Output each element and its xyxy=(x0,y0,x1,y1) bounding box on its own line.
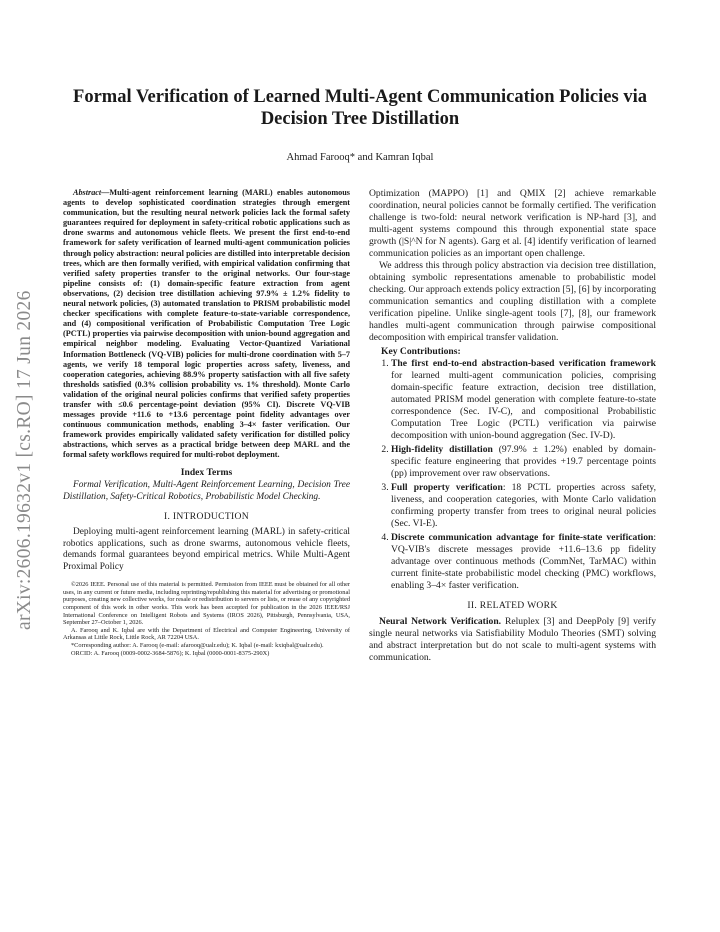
related-work-text: Reluplex [3] and DeepPoly [9] verify single neural networks via Satisfiability Modulo Theories (SMT) solving and abstract interpretation but do not scale to multi-agent systems with communication. xyxy=(369,616,656,663)
abstract-label: Abstract— xyxy=(73,188,110,197)
contribution-item xyxy=(391,444,656,480)
copyright-notice: ©2026 IEEE. Personal use of this material is permitted. Permission from IEEE must be obtained for all other uses, in any current or future media, including reprinting/republishing this material for advertising or promotional purposes, creating new collective works, for resale or redistribution to servers or lists, or reuse of any copyrighted component of this work in other works. This work has been accepted for publication in the 2026 IEEE/RSJ International Conference on Intelligent Robots and Systems (IROS 2026), Pittsburgh, Pennsylvania, USA, September 27–October 1, 2026. xyxy=(63,581,350,627)
related-work-lead: Neural Network Verification. xyxy=(379,616,502,627)
author-line: Ahmad Farooq* and Kamran Iqbal xyxy=(286,152,434,163)
contributions-list xyxy=(369,358,656,592)
contribution-text: for learned multi-agent communication policies, comprising domain-specific feature extraction, decision tree distillation, automated PRISM model generation with complete feature-to-state correspondence (Sec. IV-C), and compositional Probabilistic Computation Tree Logic (PCTL) verification via pairwise decomposition with union-bound aggregation (Sec. IV-D). xyxy=(391,370,656,441)
abstract-text: Multi-agent reinforcement learning (MARL) enables autonomous agents to develop sophisticated coordination strategies through emergent communication, but the resulting neural network policies lack the formal safety guarantees required for deployment in safety-critical robotic applications such as drone swarms and autonomous vehicle fleets. We present the first end-to-end framework for safety verification of learned multi-agent communication policies through policy abstraction: neural policies are distilled into interpretable decision trees, which are then formally verified, with empirical validation confirming that verified safety properties transfer to the original networks. Our four-stage pipeline consists of: (1) domain-specific feature extraction from agent observations, (2) decision tree distillation achieving 97.9% ± 1.2% fidelity to neural network policies, (3) automated translation to PRISM probabilistic model checker specifications with complete feature-to-state-variable correspondence, and (4) compositional verification of Probabilistic Computation Tree Logic (PCTL) properties via pairwise decomposition with union-bound aggregation and empirical neighbor modeling. Evaluating Vector-Quantized Variational Information Bottleneck (VQ-VIB) policies for multi-drone coordination with 5–7 agents, we verify 18 temporal logic properties across safety, liveness, and cooperation categories, achieving 88.9% property satisfaction with all five safety thresholds satisfied (0.3% collision probability vs. 1% threshold). Monte Carlo validation of the original neural policies confirms that verified safety properties transfer with ≤0.6 percentage-point deviation (95% CI). Discrete VQ-VIB messages provide +11.6 to +13.6 percentage point fidelity advantages over continuous communication methods, enabling 3–4× faster verification. Our framework provides empirically validated safety verification for distilled policy abstractions, which serves as a practical bridge between deep MARL and the formal safety workflows required for multi-robot deployment. xyxy=(63,188,350,460)
contribution-item xyxy=(391,358,656,442)
contribution-item xyxy=(391,532,656,592)
corresponding-author-note: *Corresponding author: A. Farooq (e-mail: afarooq@ualr.edu); K. Iqbal (e-mail: kxiqbal@ualr.edu). xyxy=(71,642,324,650)
intro-paragraph-1-continued: Optimization (MAPPO) [1] and QMIX [2] achieve remarkable coordination, neural policies cannot be formally certified. The verification challenge is two-fold: neural network verification is NP-hard [3], and multi-agent systems compound this through exponential state space growth (|S|^N for N agents). Garg et al. [4] identify verification of learned communication policies as an important open challenge. xyxy=(369,188,656,259)
intro-paragraph-1: Deploying multi-agent reinforcement learning (MARL) in safety-critical robotics applications, such as drone swarms, autonomous vehicle fleets, demands formal guarantees beyond empirical metrics. While Multi-Agent Proximal Policy xyxy=(63,526,350,572)
related-work-paragraph xyxy=(369,616,656,664)
related-work-heading: II. RELATED WORK xyxy=(467,600,558,611)
left-column xyxy=(63,188,350,657)
contribution-text: (97.9% ± 1.2%) enabled by domain-specific feature engineering that provides +19.7 percentage points (pp) improvement over raw observations. xyxy=(391,444,656,479)
orcid-note: ORCID: A. Farooq (0009-0002-3684-5876); K. Iqbal (0000-0001-8375-290X) xyxy=(71,649,270,657)
contribution-bold: The first end-to-end abstraction-based verification framework xyxy=(391,358,656,369)
contribution-bold: Discrete communication advantage for finite-state verification xyxy=(391,532,654,543)
contributions-heading: Key Contributions: xyxy=(381,346,461,357)
intro-paragraph-2: We address this through policy abstraction via decision tree distillation, obtaining symbolic representations amenable to probabilistic model checking. Our approach extends policy extraction [5], [6] by incorporating communication semantics and coupling distillation with a complete verification pipeline. Unlike single-agent tools [7], [8], our framework handles multi-agent communication through pairwise compositional decomposition with empirical transfer validation. xyxy=(369,260,656,343)
affiliation-note: A. Farooq and K. Iqbal are with the Department of Electrical and Computer Engineering, University of Arkansas at Little Rock, Little Rock, AR 72204 USA. xyxy=(63,626,350,642)
contribution-bold: Full property verification xyxy=(391,482,503,493)
abstract xyxy=(63,188,350,461)
contribution-text: : 18 PCTL properties across safety, liveness, and cooperation categories, with Monte Carlo validation confirming property transfer from trees to original neural policies (Sec. VI-E). xyxy=(391,482,656,529)
index-terms-heading: Index Terms xyxy=(180,466,233,478)
arxiv-identifier: arXiv:2606.19632v1 [cs.RO] 17 Jun 2026 xyxy=(14,290,35,630)
paper-title: Formal Verification of Learned Multi-Agent Communication Policies via Decision Tree Distillation xyxy=(73,87,647,129)
footnotes xyxy=(63,581,350,657)
index-terms-text: Formal Verification, Multi-Agent Reinforcement Learning, Decision Tree Distillation, Safety-Critical Robotics, Probabilistic Model Checking. xyxy=(63,480,350,502)
contribution-bold: High-fidelity distillation xyxy=(391,444,493,455)
right-column xyxy=(369,188,656,664)
contribution-item xyxy=(391,482,656,530)
contribution-text: : VQ-VIB's discrete messages provide +11.6–13.6 pp fidelity advantage over continuous methods (CommNet, TarMAC) within current finite-state probabilistic model checking (PMC) workflows, enabling 3–4× faster verification. xyxy=(391,532,656,591)
intro-heading: I. INTRODUCTION xyxy=(164,511,249,523)
